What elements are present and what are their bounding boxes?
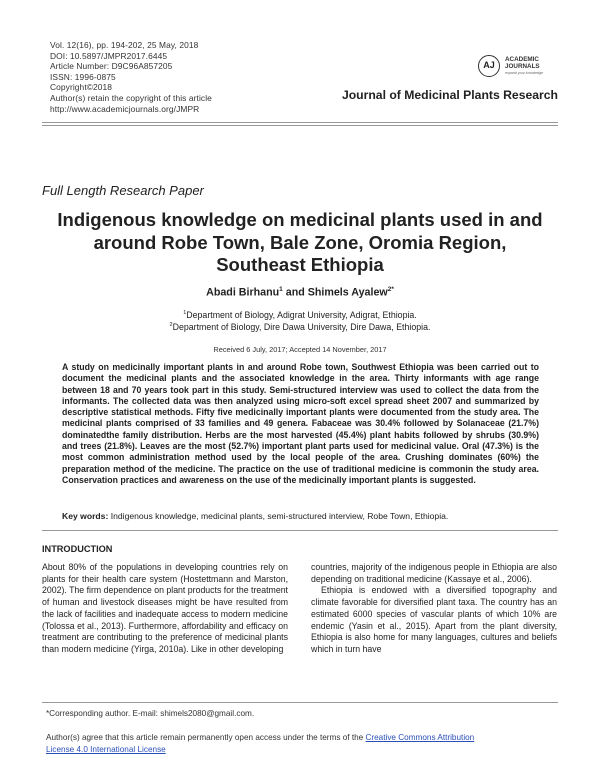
author-affiliation-mark: 2* [387, 286, 394, 293]
logo-line-2: JOURNALS [505, 63, 540, 70]
author-name: Shimels Ayalew [307, 286, 388, 299]
meta-copyright: Copyright©2018 [50, 82, 113, 93]
affiliation [0, 310, 600, 320]
paragraph: countries, majority of the indigenous people in Ethiopia are also depending on traditional medicine (Kassaye et al., 2006). [311, 562, 557, 584]
meta-rights: Author(s) retain the copyright of this article [50, 92, 212, 103]
affiliation-text: Department of Biology, Dire Dawa University, Dire Dawa, Ethiopia. [172, 322, 431, 332]
header-divider-top [42, 122, 558, 123]
article-metadata [50, 40, 212, 114]
abstract-divider [42, 530, 558, 531]
section-heading-introduction: INTRODUCTION [42, 544, 113, 554]
header-divider-bottom [42, 125, 558, 126]
affiliation-mark: 2 [169, 322, 173, 329]
author-list [0, 286, 600, 299]
meta-volume: Vol. 12(16), pp. 194-202, 25 May, 2018 [50, 40, 199, 50]
meta-doi: DOI: 10.5897/JMPR2017.6445 [50, 50, 168, 61]
keywords [62, 511, 448, 521]
title-line: around Robe Town, Bale Zone, Oromia Region, [93, 231, 507, 253]
logo-mark: AJ [478, 55, 500, 77]
body-column-left [42, 562, 288, 656]
meta-issn: ISSN: 1996-0875 [50, 71, 116, 82]
meta-url[interactable]: http://www.academicjournals.org/JMPR [50, 103, 200, 114]
affiliation [0, 322, 600, 332]
license-link[interactable]: Creative Commons Attribution [365, 733, 475, 742]
license-statement [46, 732, 566, 755]
meta-article-number: Article Number: D9C96A857205 [50, 61, 173, 72]
affiliation-mark: 1 [183, 310, 187, 317]
paragraph: About 80% of the populations in developing countries rely on plants for their health care system (Hostettmann and Marston, 2002). The firm dependence on plant products for the treatment of human and livestock diseases might be have resulted from the lack of facilities and inadequate access to modern medicine (Tolossa et al., 2013). Furthermore, affordability and efficacy on treatment are contributing to the preference of medicinal plants than modern medicine (Yirga, 2010a). Like in other developing [42, 562, 288, 654]
abstract: A study on medicinally important plants in and around Robe town, Southwest Ethiopia was been carried out to document the medicinal plants and the associated knowledge in the area. Thirty informants with age range between 18 and 70 years took part in this study. Semi-structured interview was used to collect the data from the informants. The collected data was then analyzed using micro-soft excel spread sheet 2007 and summarized by descriptive statistical methods. Fifty five medicinally important plants were documented from the study area. The medicinal plants comprised of 33 families and 49 genera. Fabaceae was 30.4% followed by Solanaceae (21.7%) dominatedthe family distribution. Herbs are the most harvested (45.4%) plant habits followed by shrubs (30.9%) and trees (21.8%). Leaves are the most (52.7%) important plant parts used for medicinal value. Oral (47.3%) is the most common administration method used by the local people of the area. Crushing dominates (60%) the preparation method of the medicine. The practice on the use of traditional medicine is commonin the study area. Conservation practices and awareness on the use of the medicinally important plants is suggested. [62, 362, 539, 485]
footer-divider [42, 702, 558, 703]
body-column-right [311, 562, 557, 656]
logo-wordmark [505, 56, 540, 70]
author-separator: and [282, 286, 308, 299]
keywords-label: Key words: [62, 511, 109, 521]
author-affiliation-mark: 1 [279, 286, 283, 293]
keywords-text: Indigenous knowledge, medicinal plants, semi-structured interview, Robe Town, Ethiopia. [108, 511, 449, 521]
academic-journals-logo [478, 55, 558, 81]
affiliation-text: Department of Biology, Adigrat University, Adigrat, Ethiopia. [186, 310, 417, 320]
paragraph: Ethiopia is endowed with a diversified topography and climate favorable for diversified plant taxa. The country has an estimated 6000 species of vascular plants of which 10% are endemic (Yasin et al., 2015). Apart from the plant diversity, Ethiopia is also home for many languages, cultures and beliefs which in turn have [311, 585, 557, 654]
corresponding-author: *Corresponding author. E-mail: shimels2080@gmail.com. [46, 709, 255, 718]
journal-name: Journal of Medicinal Plants Research [341, 88, 558, 102]
logo-line-1: ACADEMIC [505, 56, 539, 63]
title-line: Indigenous knowledge on medicinal plants used in and [57, 209, 543, 230]
author-name: Abadi Birhanu [206, 286, 280, 299]
title-line: Southeast Ethiopia [216, 254, 384, 275]
logo-tagline: expand your knowledge [505, 71, 543, 75]
license-link[interactable]: License 4.0 International License [46, 744, 166, 754]
paper-title [40, 209, 560, 277]
received-dates: Received 6 July, 2017; Accepted 14 November, 2017 [213, 345, 387, 354]
paper-type: Full Length Research Paper [42, 183, 204, 198]
license-text: Author(s) agree that this article remain permanently open access under the terms of the [46, 733, 366, 742]
